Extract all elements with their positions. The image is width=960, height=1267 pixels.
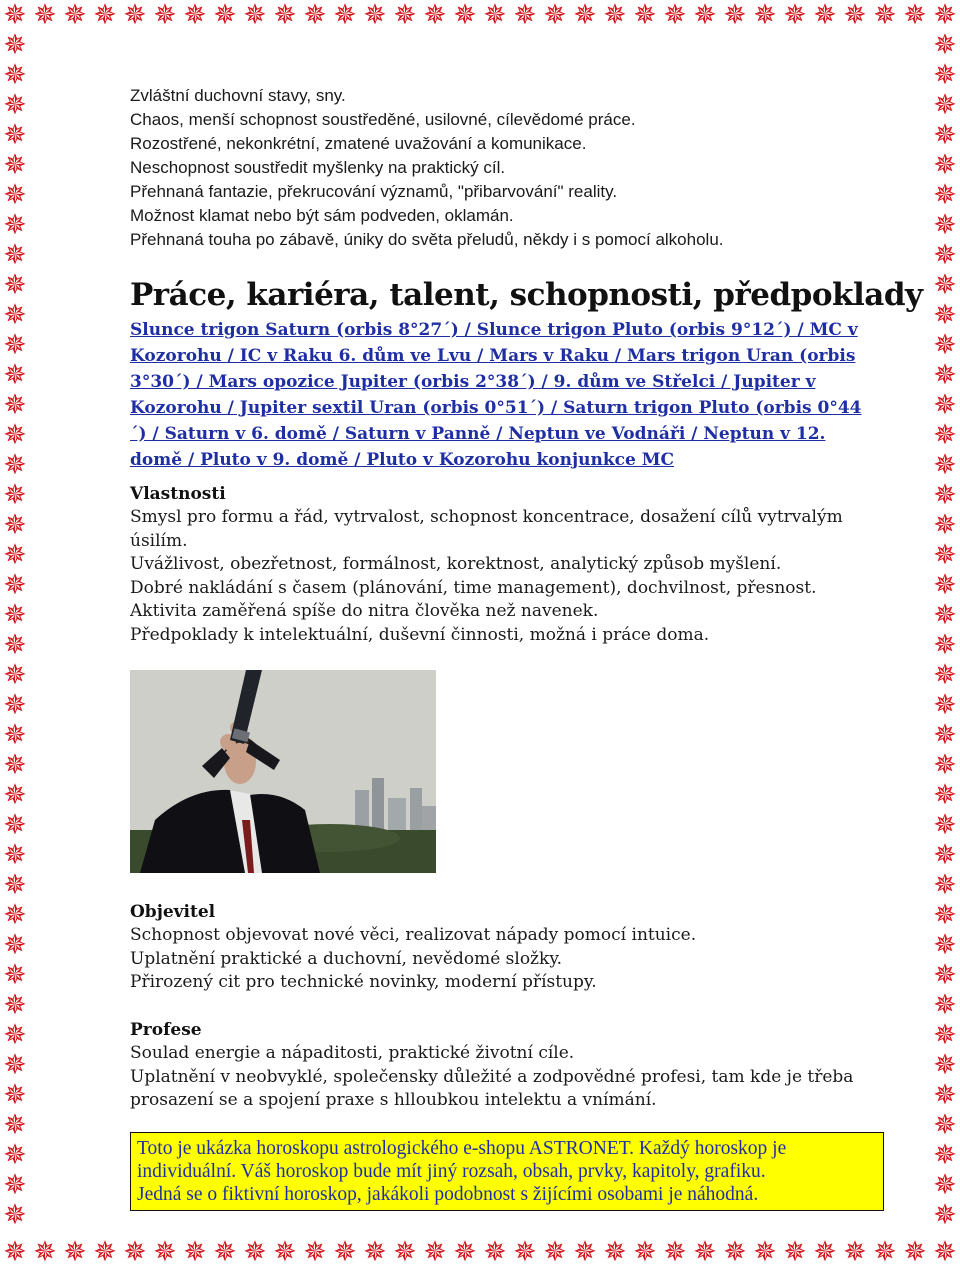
star-ornament-icon: ✵ (933, 1198, 957, 1231)
star-ornament-icon: ✵ (3, 148, 27, 181)
star-ornament-icon: ✵ (243, 0, 267, 30)
star-ornament-icon: ✵ (783, 0, 807, 30)
star-ornament-icon: ✵ (273, 1237, 297, 1267)
star-ornament-icon: ✵ (3, 1198, 27, 1231)
star-ornament-icon: ✵ (933, 868, 957, 901)
astro-aspects-link[interactable]: Slunce trigon Saturn (orbis 8°27´) / Slunce trigon Pluto (orbis 9°12´) / MC v Kozorohu / IC v Raku 6. dům ve Lvu / Mars v Raku / Mars trigon Uran (orbis 3°30´) / Mars opozice Jupiter (orbis 2°38´) / 9. dům ve Střelci / Jupiter v Kozorohu / Jupiter sextil Uran (orbis 0°51´) / Saturn trigon Pluto (orbis 0°44´) / Saturn v 6. domě / Saturn v Panně / Neptun ve Vodnáři / Neptun v 12. domě / Pluto v 9. domě / Pluto v Kozorohu konjunkce MC (130, 320, 862, 470)
text-line: Dobré nakládání s časem (plánování, time management), dochvilnost, přesnost. (130, 577, 817, 598)
profese-heading: Profese (130, 1020, 202, 1040)
star-ornament-icon: ✵ (933, 478, 957, 511)
star-ornament-icon: ✵ (933, 1138, 957, 1171)
intro-line: Přehnaná fantazie, překrucování významů, "přibarvování" reality. (130, 182, 618, 201)
star-ornament-icon: ✵ (933, 808, 957, 841)
intro-line: Rozostřené, nekonkrétní, zmatené uvažování a komunikace. (130, 134, 587, 153)
star-ornament-icon: ✵ (3, 838, 27, 871)
vlastnosti-text (130, 506, 875, 647)
star-ornament-icon: ✵ (3, 88, 27, 121)
section-title: Práce, kariéra, talent, schopnosti, předpoklady (130, 277, 923, 313)
star-ornament-icon: ✵ (303, 1237, 327, 1267)
star-ornament-icon: ✵ (3, 958, 27, 991)
star-ornament-icon: ✵ (123, 0, 147, 30)
star-ornament-icon: ✵ (933, 628, 957, 661)
notice-line: Jedná se o fiktivní horoskop, jakákoli podobnost s žijícími osobami je náhodná. (137, 1184, 759, 1205)
star-ornament-icon: ✵ (3, 688, 27, 721)
star-ornament-icon: ✵ (873, 1237, 897, 1267)
star-ornament-icon: ✵ (903, 0, 927, 30)
intro-line: Přehnaná touha po zábavě, úniky do světa přeludů, někdy i s pomocí alkoholu. (130, 230, 724, 249)
star-ornament-icon: ✵ (933, 268, 957, 301)
star-ornament-icon: ✵ (663, 0, 687, 30)
star-ornament-icon: ✵ (843, 0, 867, 30)
star-ornament-icon: ✵ (3, 898, 27, 931)
text-line: Uvážlivost, obezřetnost, formálnost, korektnost, analytický způsob myšlení. (130, 554, 782, 574)
star-ornament-icon: ✵ (933, 748, 957, 781)
star-ornament-icon: ✵ (933, 718, 957, 751)
star-ornament-icon: ✵ (633, 1237, 657, 1267)
text-line: Smysl pro formu a řád, vytrvalost, schopnost koncentrace, dosažení cílů vytrvalým úsilím. (130, 507, 843, 551)
star-ornament-icon: ✵ (933, 0, 957, 30)
star-ornament-icon: ✵ (393, 0, 417, 30)
star-ornament-icon: ✵ (453, 1237, 477, 1267)
star-ornament-icon: ✵ (843, 1237, 867, 1267)
star-ornament-icon: ✵ (3, 808, 27, 841)
star-ornament-icon: ✵ (3, 328, 27, 361)
star-ornament-icon: ✵ (153, 1237, 177, 1267)
star-ornament-icon: ✵ (63, 1237, 87, 1267)
star-ornament-icon: ✵ (513, 1237, 537, 1267)
vlastnosti-heading: Vlastnosti (130, 484, 226, 504)
text-line: Uplatnění v neobvyklé, společensky důležité a zodpovědné profesi, tam kde je třeba prosazení se a spojení praxe s hlloubkou intelektu a vnímání. (130, 1066, 854, 1110)
star-ornament-icon: ✵ (3, 868, 27, 901)
star-ornament-icon: ✵ (723, 0, 747, 30)
star-ornament-icon: ✵ (3, 0, 27, 30)
star-ornament-icon: ✵ (3, 1018, 27, 1051)
star-ornament-icon: ✵ (933, 418, 957, 451)
left-border (0, 30, 30, 1237)
star-ornament-icon: ✵ (813, 1237, 837, 1267)
text-line: Přirozený cit pro technické novinky, moderní přístupy. (130, 972, 597, 992)
star-ornament-icon: ✵ (813, 0, 837, 30)
intro-line: Neschopnost soustředit myšlenky na praktický cíl. (130, 158, 506, 177)
text-line: Uplatnění praktické a duchovní, nevědomé složky. (130, 948, 563, 969)
star-ornament-icon: ✵ (3, 628, 27, 661)
right-border (930, 30, 960, 1237)
star-ornament-icon: ✵ (3, 718, 27, 751)
star-ornament-icon: ✵ (933, 1237, 957, 1267)
star-ornament-icon: ✵ (273, 0, 297, 30)
star-ornament-icon: ✵ (3, 118, 27, 151)
star-ornament-icon: ✵ (783, 1237, 807, 1267)
star-ornament-icon: ✵ (453, 0, 477, 30)
star-ornament-icon: ✵ (423, 1237, 447, 1267)
star-ornament-icon: ✵ (183, 1237, 207, 1267)
star-ornament-icon: ✵ (3, 208, 27, 241)
star-ornament-icon: ✵ (933, 1048, 957, 1081)
star-ornament-icon: ✵ (933, 148, 957, 181)
star-ornament-icon: ✵ (3, 358, 27, 391)
star-ornament-icon: ✵ (153, 0, 177, 30)
star-ornament-icon: ✵ (3, 388, 27, 421)
star-ornament-icon: ✵ (3, 58, 27, 91)
star-ornament-icon: ✵ (933, 898, 957, 931)
profese-text (130, 1042, 870, 1113)
star-ornament-icon: ✵ (933, 838, 957, 871)
star-ornament-icon: ✵ (933, 508, 957, 541)
star-ornament-icon: ✵ (933, 58, 957, 91)
star-ornament-icon: ✵ (303, 0, 327, 30)
star-ornament-icon: ✵ (213, 1237, 237, 1267)
star-ornament-icon: ✵ (93, 0, 117, 30)
star-ornament-icon: ✵ (3, 478, 27, 511)
notice-line: Toto je ukázka horoskopu astrologického e-shopu ASTRONET. Každý horoskop je (137, 1138, 787, 1159)
star-ornament-icon: ✵ (543, 0, 567, 30)
star-ornament-icon: ✵ (3, 928, 27, 961)
star-ornament-icon: ✵ (3, 298, 27, 331)
star-ornament-icon: ✵ (423, 0, 447, 30)
objevitel-heading: Objevitel (130, 902, 216, 922)
star-ornament-icon: ✵ (603, 0, 627, 30)
star-ornament-icon: ✵ (693, 0, 717, 30)
star-ornament-icon: ✵ (63, 0, 87, 30)
star-ornament-icon: ✵ (603, 1237, 627, 1267)
star-ornament-icon: ✵ (933, 778, 957, 811)
star-ornament-icon: ✵ (3, 1237, 27, 1267)
star-ornament-icon: ✵ (573, 1237, 597, 1267)
star-ornament-icon: ✵ (663, 1237, 687, 1267)
star-ornament-icon: ✵ (3, 268, 27, 301)
star-ornament-icon: ✵ (3, 238, 27, 271)
text-line: Schopnost objevovat nové věci, realizovat nápady pomocí intuice. (130, 925, 697, 945)
star-ornament-icon: ✵ (33, 1237, 57, 1267)
star-ornament-icon: ✵ (93, 1237, 117, 1267)
astronet-notice (130, 1132, 884, 1211)
objevitel-text (130, 924, 875, 995)
star-ornament-icon: ✵ (3, 748, 27, 781)
star-ornament-icon: ✵ (3, 538, 27, 571)
bottom-border (0, 1237, 960, 1267)
star-ornament-icon: ✵ (933, 118, 957, 151)
star-ornament-icon: ✵ (753, 0, 777, 30)
star-ornament-icon: ✵ (3, 568, 27, 601)
star-ornament-icon: ✵ (3, 418, 27, 451)
star-ornament-icon: ✵ (333, 0, 357, 30)
star-ornament-icon: ✵ (3, 1048, 27, 1081)
star-ornament-icon: ✵ (333, 1237, 357, 1267)
star-ornament-icon: ✵ (3, 658, 27, 691)
telescope-man-photo (130, 670, 436, 873)
intro-line: Chaos, menší schopnost soustředěné, usilovné, cílevědomé práce. (130, 110, 636, 129)
star-ornament-icon: ✵ (573, 0, 597, 30)
star-ornament-icon: ✵ (3, 508, 27, 541)
star-ornament-icon: ✵ (3, 1108, 27, 1141)
star-ornament-icon: ✵ (933, 448, 957, 481)
star-ornament-icon: ✵ (483, 0, 507, 30)
star-ornament-icon: ✵ (693, 1237, 717, 1267)
star-ornament-icon: ✵ (3, 1138, 27, 1171)
star-ornament-icon: ✵ (903, 1237, 927, 1267)
star-ornament-icon: ✵ (183, 0, 207, 30)
text-line: Aktivita zaměřená spíše do nitra člověka než navenek. (130, 601, 599, 621)
star-ornament-icon: ✵ (933, 358, 957, 391)
text-line: Předpoklady k intelektuální, duševní činnosti, možná i práce doma. (130, 624, 710, 645)
star-ornament-icon: ✵ (123, 1237, 147, 1267)
star-ornament-icon: ✵ (933, 1078, 957, 1111)
star-ornament-icon: ✵ (933, 688, 957, 721)
notice-line: individuální. Váš horoskop bude mít jiný rozsah, obsah, prvky, kapitoly, grafiku. (137, 1161, 766, 1182)
star-ornament-icon: ✵ (33, 0, 57, 30)
star-ornament-icon: ✵ (873, 0, 897, 30)
star-ornament-icon: ✵ (3, 1168, 27, 1201)
star-ornament-icon: ✵ (3, 988, 27, 1021)
star-ornament-icon: ✵ (933, 928, 957, 961)
star-ornament-icon: ✵ (933, 568, 957, 601)
star-ornament-icon: ✵ (363, 1237, 387, 1267)
star-ornament-icon: ✵ (633, 0, 657, 30)
star-ornament-icon: ✵ (933, 298, 957, 331)
star-ornament-icon: ✵ (3, 178, 27, 211)
star-ornament-icon: ✵ (213, 0, 237, 30)
star-ornament-icon: ✵ (933, 1018, 957, 1051)
text-line: Soulad energie a nápaditosti, praktické životní cíle. (130, 1043, 575, 1063)
star-ornament-icon: ✵ (933, 88, 957, 121)
star-ornament-icon: ✵ (3, 448, 27, 481)
top-border (0, 0, 960, 30)
star-ornament-icon: ✵ (513, 0, 537, 30)
star-ornament-icon: ✵ (933, 178, 957, 211)
intro-line: Zvláštní duchovní stavy, sny. (130, 86, 346, 105)
star-ornament-icon: ✵ (363, 0, 387, 30)
star-ornament-icon: ✵ (933, 1108, 957, 1141)
star-ornament-icon: ✵ (3, 30, 27, 61)
star-ornament-icon: ✵ (393, 1237, 417, 1267)
star-ornament-icon: ✵ (933, 208, 957, 241)
intro-line: Možnost klamat nebo být sám podveden, oklamán. (130, 206, 514, 225)
star-ornament-icon: ✵ (933, 1168, 957, 1201)
star-ornament-icon: ✵ (933, 658, 957, 691)
star-ornament-icon: ✵ (933, 238, 957, 271)
star-ornament-icon: ✵ (3, 598, 27, 631)
star-ornament-icon: ✵ (933, 538, 957, 571)
star-ornament-icon: ✵ (483, 1237, 507, 1267)
star-ornament-icon: ✵ (933, 30, 957, 61)
star-ornament-icon: ✵ (933, 988, 957, 1021)
star-ornament-icon: ✵ (243, 1237, 267, 1267)
star-ornament-icon: ✵ (3, 778, 27, 811)
star-ornament-icon: ✵ (753, 1237, 777, 1267)
star-ornament-icon: ✵ (933, 598, 957, 631)
star-ornament-icon: ✵ (933, 328, 957, 361)
star-ornament-icon: ✵ (543, 1237, 567, 1267)
star-ornament-icon: ✵ (723, 1237, 747, 1267)
star-ornament-icon: ✵ (3, 1078, 27, 1111)
star-ornament-icon: ✵ (933, 388, 957, 421)
star-ornament-icon: ✵ (933, 958, 957, 991)
